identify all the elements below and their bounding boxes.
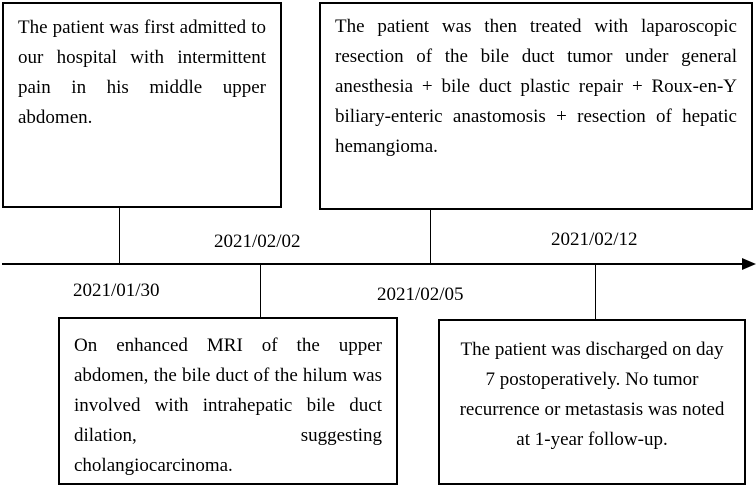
event-box-4 <box>438 319 746 485</box>
timeline-arrowhead <box>742 258 756 270</box>
event-date-4: 2021/02/12 <box>551 229 638 250</box>
event-date-1: 2021/01/30 <box>73 280 160 301</box>
connector-event-2 <box>260 264 261 318</box>
connector-event-4 <box>595 264 596 320</box>
event-text-1: The patient was first admitted to our hospital with intermittent pain in his middle upper abdomen. <box>18 17 266 128</box>
event-date-2: 2021/02/02 <box>214 231 301 252</box>
event-text-4: The patient was discharged on day 7 postoperatively. No tumor recurrence or metastasis was noted at 1-year follow-up. <box>459 339 725 450</box>
event-text-3: The patient was then treated with laparoscopic resection of the bile duct tumor under general anesthesia + bile duct plastic repair + Roux-en-Y biliary-enteric anastomosis + resection of hepatic hemangioma. <box>335 16 737 157</box>
event-box-1 <box>2 2 282 208</box>
event-box-2 <box>58 317 398 485</box>
connector-event-3 <box>430 210 431 264</box>
event-text-2: On enhanced MRI of the upper abdomen, the bile duct of the hilum was involved with intrahepatic bile duct dilation, suggesting cholangiocarcinoma. <box>74 335 382 476</box>
event-date-3: 2021/02/05 <box>377 284 464 305</box>
connector-event-1 <box>119 207 120 264</box>
event-box-3 <box>319 2 753 210</box>
